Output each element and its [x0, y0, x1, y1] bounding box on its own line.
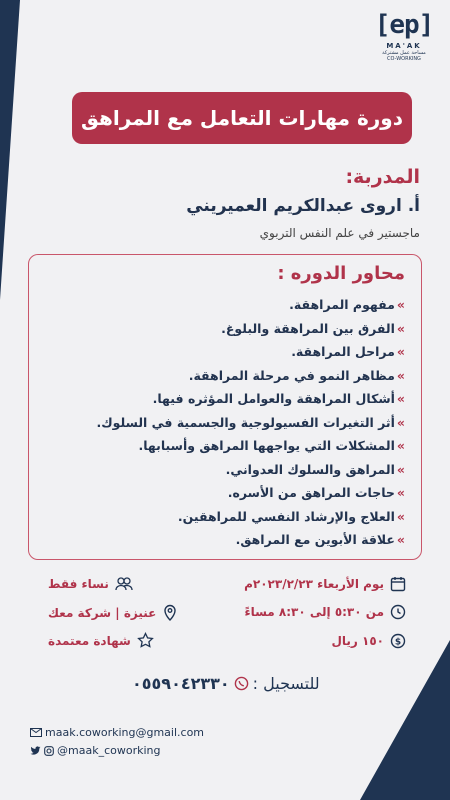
topic-item: [96, 293, 405, 317]
topic-text: أشكال المراهقة والعوامل المؤثره فيها.: [152, 391, 395, 406]
topic-text: الفرق بين المراهقة والبلوغ.: [221, 320, 395, 336]
topic-text: المشكلات التي يواجهها المراهق وأسبابها.: [138, 438, 395, 453]
topic-item: [96, 317, 405, 341]
date-info: [244, 576, 406, 592]
register-label: للتسجيل :: [252, 674, 320, 693]
trainer-name: أ. اروى عبدالكريم العميريني: [186, 196, 420, 216]
certificate-text: شهادة معتمدة: [48, 633, 131, 648]
twitter-icon: [30, 746, 41, 756]
time-info: [244, 604, 406, 620]
topic-text: المراهق والسلوك العدواني.: [225, 461, 395, 477]
registration-line: [132, 674, 320, 693]
svg-text:$: $: [394, 637, 402, 648]
location-info: [48, 604, 178, 621]
topic-text: حاجات المراهق من الأسره.: [227, 485, 395, 500]
trainer-label: المدربة:: [345, 166, 420, 188]
topic-item: [96, 528, 405, 552]
course-title-banner: [72, 92, 412, 144]
trainer-qualification: ماجستير في علم النفس التربوي: [259, 226, 420, 240]
topic-bullet: »: [396, 391, 405, 406]
whatsapp-icon: [234, 676, 249, 691]
topic-item: [96, 434, 405, 458]
topic-text: أثر التغيرات الفسيولوجية والجسمية في السلوك.: [96, 414, 395, 430]
price-info: [332, 633, 407, 649]
logo-brand: MA'AK: [386, 42, 422, 50]
topic-text: مظاهر النمو في مرحلة المراهقة.: [188, 367, 395, 383]
topic-text: مراحل المراهقة.: [291, 344, 395, 359]
logo-tagline: CO-WORKING: [387, 56, 421, 62]
social-handle[interactable]: @maak_coworking: [57, 744, 161, 757]
topic-item: [96, 387, 405, 411]
topic-item: [96, 340, 405, 364]
calendar-icon: [390, 576, 406, 592]
instagram-icon: [44, 746, 54, 756]
envelope-icon: [30, 728, 42, 737]
course-title: دورة مهارات التعامل مع المراهق: [81, 106, 404, 130]
social-contact: [30, 744, 160, 757]
certificate-info: [48, 632, 154, 649]
topic-bullet: »: [396, 297, 405, 312]
topic-text: مفهوم المراهقة.: [289, 297, 395, 312]
topics-list: [96, 293, 405, 552]
price-text: ١٥٠ ريال: [331, 634, 384, 648]
topic-bullet: »: [396, 461, 405, 477]
clock-icon: [390, 604, 406, 620]
topic-text: العلاج والإرشاد النفسي للمراهقين.: [177, 508, 395, 524]
time-text: من ٥:٣٠ إلى ٨:٣٠ مساءً: [244, 605, 384, 619]
logo-sub: مساحة عمل مشتركة: [382, 50, 426, 56]
topic-bullet: »: [396, 344, 405, 359]
email-contact: [30, 726, 204, 739]
topic-bullet: »: [396, 532, 405, 547]
audience-info: [48, 576, 133, 592]
topic-item: [96, 364, 405, 388]
topics-panel: [28, 254, 422, 560]
topic-bullet: »: [396, 367, 405, 383]
topic-bullet: »: [396, 438, 405, 453]
topics-heading: محاور الدوره :: [277, 263, 405, 284]
topic-text: علاقة الأبوين مع المراهق.: [235, 532, 395, 547]
topic-item: [96, 411, 405, 435]
star-icon: [137, 632, 154, 649]
topic-item: [96, 458, 405, 482]
dollar-icon: [390, 633, 406, 649]
register-phone[interactable]: ٠٥٥٩٠٤٢٣٣٠: [132, 674, 230, 693]
date-text: يوم الأربعاء ٢٠٢٣/٢/٢٣م: [244, 577, 384, 591]
topic-bullet: »: [396, 485, 405, 500]
topic-bullet: »: [396, 414, 405, 430]
topic-bullet: »: [396, 508, 405, 524]
brand-logo: [374, 8, 434, 62]
topic-item: [96, 481, 405, 505]
audience-text: نساء فقط: [48, 577, 109, 591]
topic-bullet: »: [396, 320, 405, 336]
people-icon: [115, 576, 133, 592]
logo-mark: [ep]: [374, 10, 434, 40]
location-pin-icon: [162, 604, 178, 621]
location-text: عنيزة | شركة معك: [48, 605, 157, 620]
email-text[interactable]: maak.coworking@gmail.com: [45, 726, 205, 739]
topic-item: [96, 505, 405, 529]
